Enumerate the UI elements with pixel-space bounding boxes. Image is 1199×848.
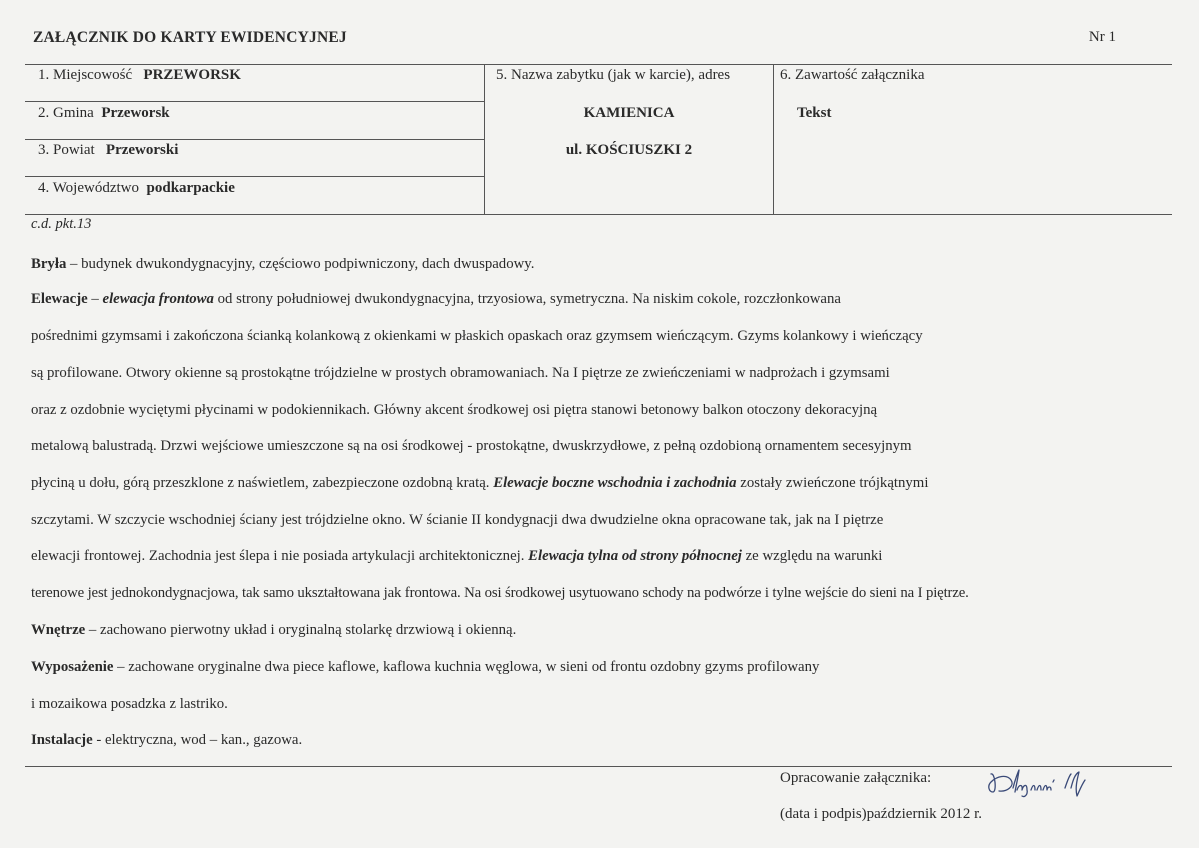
term-elewacje-boczne: Elewacje boczne wschodnia i zachodnia (493, 475, 737, 491)
field-zawartosc-label: 6. Zawartość załącznika (780, 67, 925, 83)
monument-name: KAMIENICA (583, 105, 675, 121)
text-line-8: szczytami. W szczycie wschodniej ściany jest trójdzielne okno. W ścianie II kondygnacji dwa dwudzielne okna opracowane tak, jak na I piętrze (31, 512, 884, 528)
paragraph-wnetrze (31, 622, 516, 639)
text-line-9c: ze względu na warunki (741, 548, 883, 564)
text-line-6: metalową balustradą. Drzwi wejściowe umieszczone są na osi środkowej - prostokątne, dwuskrzydłowe, z pełną ozdobioną ornamentem secesyjnym (31, 438, 912, 454)
heading-wnetrze: Wnętrze (31, 622, 86, 638)
paragraph-instalacje (31, 732, 302, 749)
text-line-9a: elewacji frontowej. Zachodnia jest ślepa i nie posiada artykulacji architektonicznej. (31, 548, 529, 564)
text-line-5: oraz z ozdobnie wyciętymi płycinami w podokiennikach. Główny akcent środkowej osi piętra stanowi betonowy balkon otoczony dekoracyjną (31, 402, 878, 418)
text-line-3: pośrednimi gzymsami i zakończona ścianką kolankową z okienkami w płaskich opaskach oraz gzymsem wieńczącym. Gzyms kolankowy i wieńczący (31, 328, 923, 344)
field-miejscowosc-value: PRZEWORSK (143, 67, 241, 83)
field-zawartosc-value (797, 105, 831, 122)
text-line-13: i mozaikowa posadzka z lastriko. (31, 696, 228, 712)
text-dash: – (87, 291, 103, 307)
table-top-border (25, 64, 1172, 65)
field-miejscowosc (38, 67, 241, 84)
field-gmina-value: Przeworsk (101, 105, 170, 121)
field-gmina-label: 2. Gmina (38, 105, 94, 121)
row-divider-1 (25, 101, 484, 102)
text-line-10: terenowe jest jednokondygnacjowa, tak samo ukształtowana jak frontowa. Na osi środkowej usytuowano schody na podwórze i tylne wejście do sieni na I piętrze. (31, 585, 969, 601)
field-powiat (38, 142, 178, 159)
monument-address: ul. KOŚCIUSZKI 2 (565, 142, 693, 158)
term-elewacja-frontowa: elewacja frontowa (102, 291, 214, 307)
text-elewacje-1: od strony południowej dwukondygnacyjna, trzyosiowa, symetryczna. Na niskim cokole, rozczłonkowana (213, 291, 841, 307)
text-line-7 (31, 475, 928, 492)
heading-elewacje: Elewacje (31, 291, 88, 307)
field-adres-value (485, 142, 773, 159)
field-wojewodztwo-value: podkarpackie (146, 180, 235, 196)
row-divider-2 (25, 139, 484, 140)
heading-bryla: Bryła (31, 256, 67, 272)
heading-wyposazenie: Wyposażenie (31, 659, 114, 675)
field-powiat-value: Przeworski (105, 142, 179, 158)
column-divider-1 (484, 64, 485, 214)
text-bryla: – budynek dwukondygnacyjny, częściowo podpiwniczony, dach dwuspadowy. (66, 256, 535, 272)
field-wojewodztwo-label: 4. Województwo (38, 180, 140, 196)
text-line-7c: zostały zwieńczone trójkątnymi (736, 475, 929, 491)
row-divider-3 (25, 176, 484, 177)
column-divider-2 (773, 64, 774, 214)
text-instalacje: - elektryczna, wod – kan., gazowa. (92, 732, 303, 748)
field-miejscowosc-label: 1. Miejscowość (38, 67, 133, 83)
table-bottom-border (25, 214, 1172, 215)
text-line-9 (31, 548, 882, 565)
document-title: ZAŁĄCZNIK DO KARTY EWIDENCYJNEJ (33, 29, 347, 46)
paragraph-elewacje (31, 291, 841, 308)
field-nazwa-label: 5. Nazwa zabytku (jak w karcie), adres (496, 67, 731, 83)
text-line-4: są profilowane. Otwory okienne są prostokątne trójdzielne w prostych obramowaniach. Na I piętrze ze zwieńczeniami w nadprożach i gzymsami (31, 365, 890, 381)
handwritten-signature (985, 766, 1095, 805)
paragraph-wyposazenie (31, 659, 819, 676)
field-wojewodztwo (38, 180, 235, 197)
text-line-7a: płyciną u dołu, górą przeszklone z naświetlem, zabezpieczone ozdobną kratą. (31, 475, 494, 491)
field-powiat-label: 3. Powiat (38, 142, 95, 158)
paragraph-bryla (31, 256, 534, 273)
field-gmina (38, 105, 170, 122)
content-type: Tekst (797, 105, 832, 121)
continuation-note: c.d. pkt.13 (31, 216, 92, 232)
term-elewacja-tylna: Elewacja tylna od strony północnej (528, 548, 742, 564)
text-wyposazenie: – zachowane oryginalne dwa piece kaflowe, kaflowa kuchnia węglowa, w sieni od frontu ozdobny gzyms profilowany (113, 659, 820, 675)
document-number: Nr 1 (1088, 29, 1116, 45)
prepared-by-label: Opracowanie załącznika: (780, 770, 932, 786)
text-wnetrze: – zachowano pierwotny układ i oryginalną stolarkę drzwiową i okienną. (85, 622, 517, 638)
field-nazwa-value (485, 105, 773, 122)
date-signature-line: (data i podpis)październik 2012 r. (780, 806, 983, 822)
heading-instalacje: Instalacje (31, 732, 93, 748)
